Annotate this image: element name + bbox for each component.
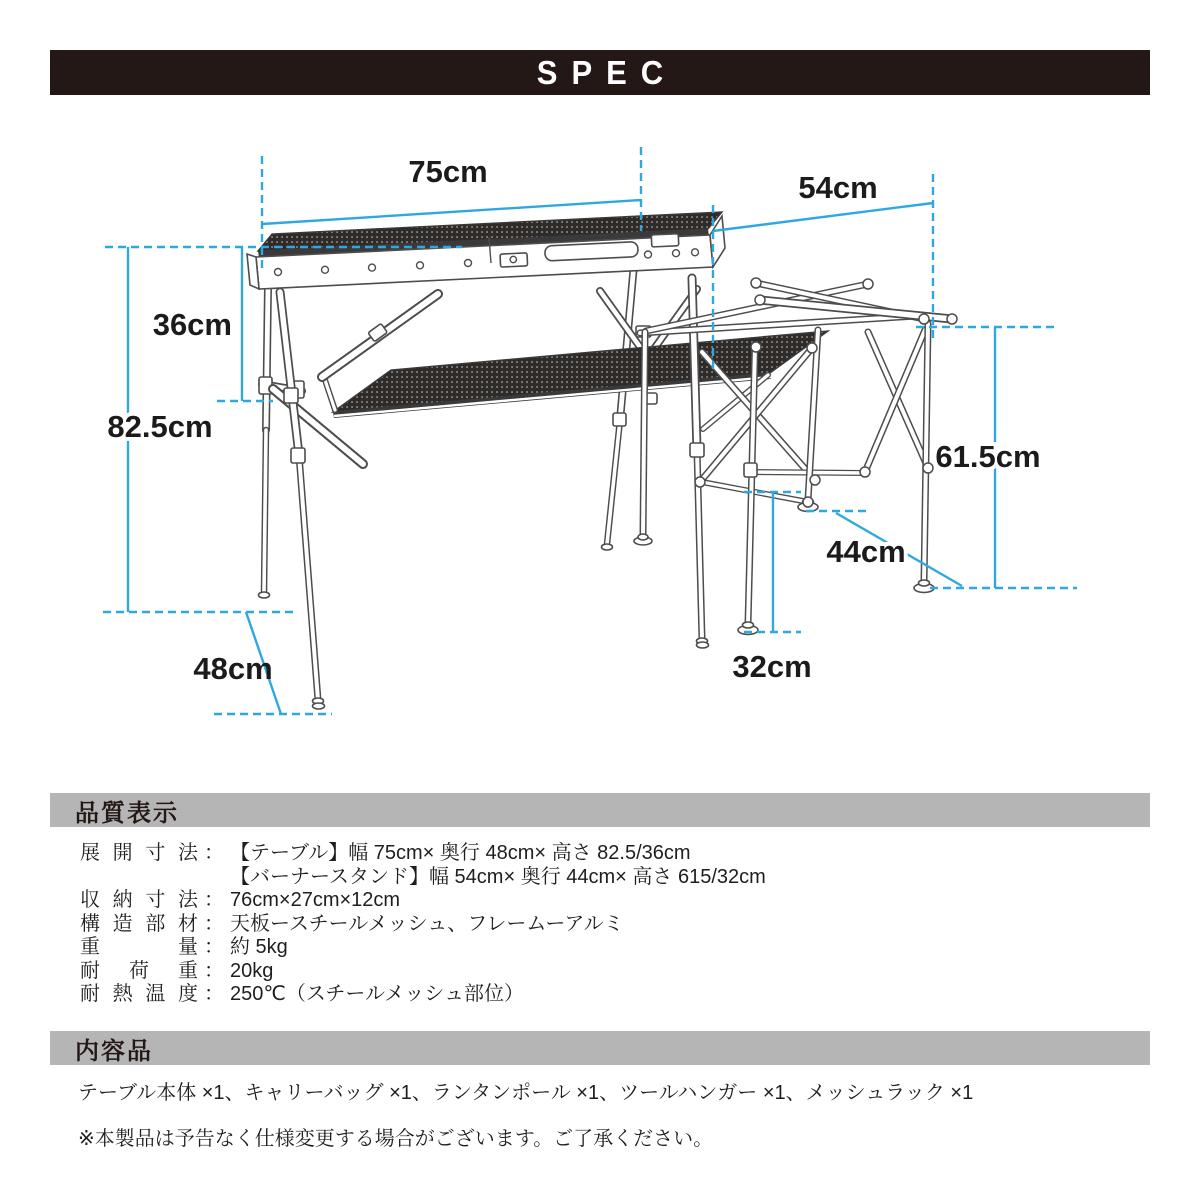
- dim-table-width: 75cm: [408, 154, 488, 189]
- quality-section-bar: [50, 793, 1150, 827]
- spec-row-load-capacity: 耐荷重 ： 20kg: [80, 959, 274, 982]
- disclaimer-note: ※本製品は予告なく仕様変更する場合がございます。ご了承ください。: [78, 1128, 714, 1150]
- table-front-right-leg: [690, 278, 709, 648]
- table-rear-right-leg: [602, 264, 635, 550]
- quality-section-title: 品質表示: [75, 799, 179, 827]
- spec-title: SPEC: [536, 53, 678, 91]
- spec-header-bar: [50, 50, 1150, 95]
- folding-brace-upper: [322, 294, 438, 377]
- spec-row-weight: 重量 ： 約 5kg: [80, 936, 288, 958]
- burner-stand-illustration: [634, 278, 957, 635]
- spec-row-heat-resistance: 耐熱温度 ： 250℃（スチールメッシュ部位）: [80, 983, 525, 1005]
- spec-row-expanded-size-stand: 【バーナースタンド】幅 54cm× 奥行 44cm× 高さ 615/32cm: [230, 865, 766, 888]
- contents-section-title: 内容品: [75, 1037, 153, 1065]
- contents-section-bar: [50, 1031, 1150, 1065]
- table-illustration: [247, 212, 828, 709]
- spec-row-expanded-size-table: 展開寸法 ： 【テーブル】幅 75cm× 奥行 48cm× 高さ 82.5/36cm: [80, 842, 691, 864]
- table-front-left-leg: [280, 292, 325, 709]
- dim-table-depth: 48cm: [193, 651, 273, 686]
- dim-stand-width: 54cm: [798, 170, 878, 205]
- quality-spec-rows: [80, 842, 1150, 1007]
- spec-row-storage-size: 収納寸法 ： 76cm×27cm×12cm: [80, 889, 401, 911]
- dim-table-low-height: 36cm: [152, 307, 232, 342]
- spec-row-materials: 構造部材 ： 天板ースチールメッシュ、フレームーアルミ: [80, 912, 624, 935]
- dim-table-height: 82.5cm: [107, 409, 213, 444]
- dim-stand-low-height: 32cm: [732, 649, 812, 684]
- dim-stand-depth: 44cm: [826, 534, 906, 569]
- table-top: [247, 212, 725, 289]
- table-rear-left-leg: [259, 286, 270, 598]
- contents-items-line: テーブル本体 ×1、キャリーバッグ ×1、ランタンポール ×1、ツールハンガー ×1、メッシュラック ×1: [78, 1082, 974, 1104]
- dim-stand-height: 61.5cm: [935, 439, 1041, 474]
